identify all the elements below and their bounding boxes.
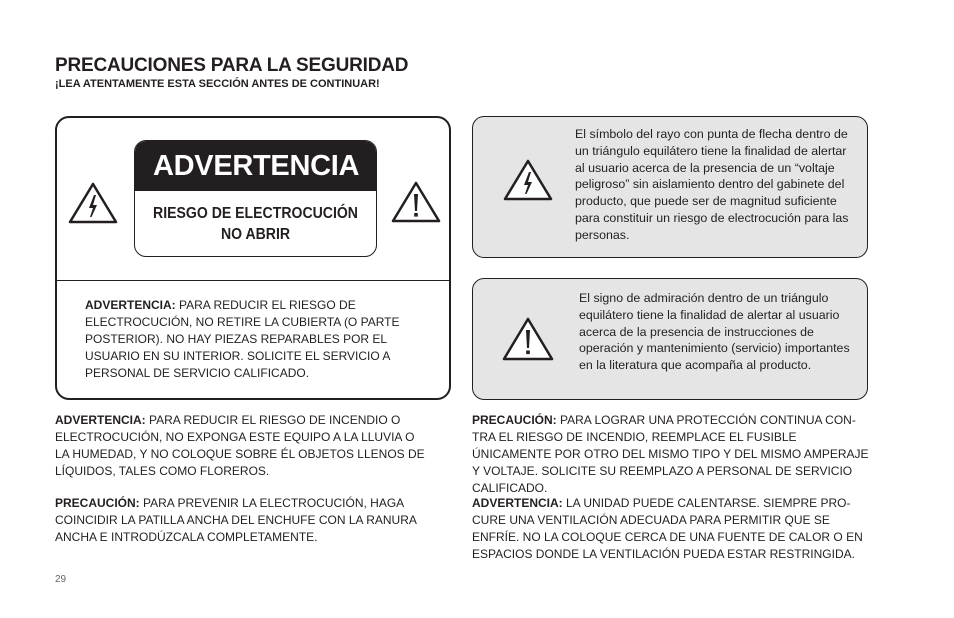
fuse-caution (472, 412, 872, 497)
ventilation-warning (472, 495, 872, 563)
fuse-caution-lead: PRECAUCIÓN: (472, 413, 557, 427)
fuse-caution-body: PARA LOGRAR UNA PROTECCIÓN CONTINUA CON-TRA EL RIESGO DE INCENDIO, REEMPLACE EL FUSIBLE ÚNICAMENTE POR OTRO DEL MISMO TIPO Y DEL MISMO AMPERAJE Y VOLTAJE. SOLICITE SU REEMPLAZO A PERSONAL DE SERVICIO CALIFICADO. (472, 413, 869, 495)
cover-warning-body: PARA REDUCIR EL RIESGO DE ELECTROCUCIÓN, NO RETIRE LA CUBIERTA (O PARTE POSTERIOR). NO HAY PIEZAS REPARABLES POR EL USUARIO EN SU INTERIOR. SOLICITE EL SERVICIO A PERSONAL DE SERVICIO CALIFICADO. (85, 298, 400, 380)
rain-moisture-warning (55, 412, 425, 480)
lightning-bolt-triangle-icon (67, 181, 119, 230)
advertencia-subtext (149, 203, 361, 245)
bolt-symbol-description: El símbolo del rayo con punta de flecha dentro de un triángulo equilátero tiene la finalidad de alertar al usuario acerca de la presencia de un “voltaje peligroso” sin aislamiento dentro del gabinete del producto, que puede ser de magnitud suficiente para constituir un riesgo de electrocución para las personas. (575, 127, 849, 242)
page-subtitle: ¡LEA ATENTAMENTE ESTA SECCIÓN ANTES DE CONTINUAR! (55, 78, 380, 90)
page-title: PRECAUCIONES PARA LA SEGURIDAD (55, 55, 409, 76)
warning-box-divider (57, 280, 449, 281)
exclamation-triangle-icon (390, 180, 442, 229)
exclamation-symbol-description: El signo de admiración dentro de un triángulo equilátero tiene la finalidad de alertar al usuario acerca de la presencia de instrucciones de operación y mantenimiento (servicio) importantes en la literatura que acompaña al producto. (579, 291, 850, 373)
plug-caution (55, 495, 425, 546)
exclamation-triangle-icon (501, 316, 555, 367)
lightning-bolt-triangle-icon (502, 158, 554, 207)
page-number: 29 (55, 574, 67, 585)
rain-warning-lead: ADVERTENCIA: (55, 413, 146, 427)
cover-warning-text (85, 297, 425, 382)
ventilation-warning-lead: ADVERTENCIA: (472, 496, 563, 510)
plug-caution-lead: PRECAUCIÓN: (55, 496, 140, 510)
advertencia-label (134, 140, 377, 257)
plug-caution-body: PARA PREVENIR LA ELECTROCUCIÓN, HAGA COINCIDIR LA PATILLA ANCHA DEL ENCHUFE CON LA RANURA ANCHA E INTRODÚZCALA COMPLETAMENTE. (55, 496, 417, 544)
cover-warning-lead: ADVERTENCIA: (85, 298, 176, 312)
do-not-open-line: NO ABRIR (220, 226, 291, 243)
ventilation-warning-body: LA UNIDAD PUEDE CALENTARSE. SIEMPRE PRO-CURE UNA VENTILACIÓN ADECUADA PARA PERMITIR QUE SE ENFRÍE. NO LA COLOQUE CERCA DE UNA FUENTE DE CALOR O EN ESPACIOS DONDE LA VENTILACIÓN PUEDA ESTAR RESTRINGIDA. (472, 496, 863, 561)
shock-risk-line: RIESGO DE ELECTROCUCIÓN (153, 205, 358, 222)
advertencia-heading: ADVERTENCIA (135, 141, 376, 191)
rain-warning-body: PARA REDUCIR EL RIESGO DE INCENDIO O ELECTROCUCIÓN, NO EXPONGA ESTE EQUIPO A LA LLUVIA O LA HUMEDAD, Y NO COLOQUE SOBRE ÉL OBJETOS LLENOS DE LÍQUIDOS, TALES COMO FLOREROS. (55, 413, 425, 478)
